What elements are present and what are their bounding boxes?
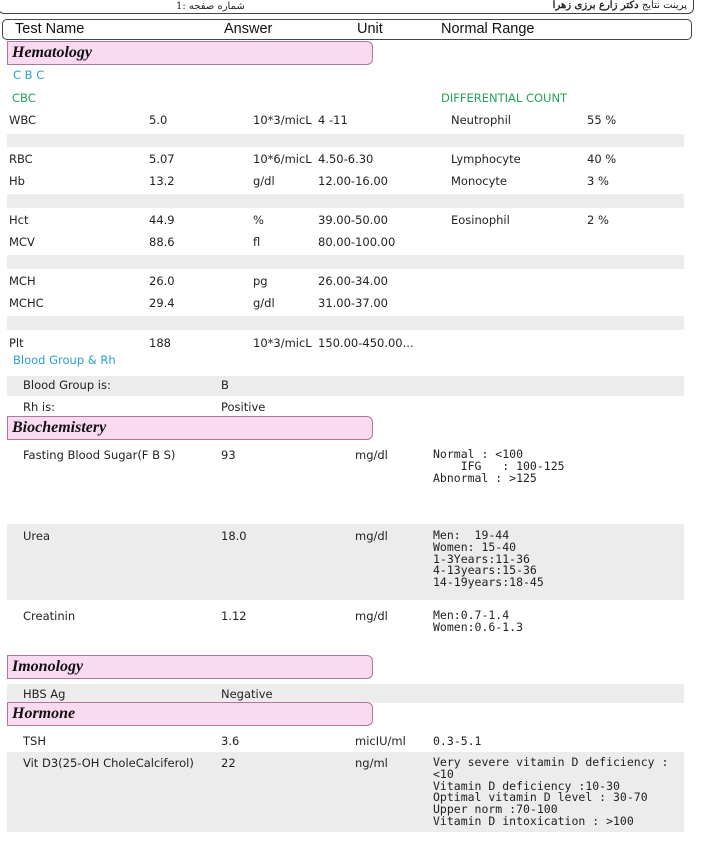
test-answer: 88.6 <box>149 235 175 249</box>
print-label: پرینت نتایج <box>641 0 687 11</box>
cbc-heading: C B C <box>13 68 45 82</box>
blood-group-heading: Blood Group & Rh <box>13 353 116 367</box>
page-number: شماره صفحه :1 <box>176 1 245 12</box>
test-name: Urea <box>23 529 51 543</box>
diff-value: 55 % <box>587 113 617 127</box>
test-answer: 1.12 <box>221 609 247 623</box>
test-answer: 3.6 <box>221 734 240 748</box>
differential-heading: DIFFERENTIAL COUNT <box>441 91 568 105</box>
diff-name: Lymphocyte <box>451 152 521 166</box>
test-range: 12.00-16.00 <box>318 174 388 188</box>
test-unit: mg/dl <box>355 529 388 543</box>
diff-value: 2 % <box>587 213 609 227</box>
diff-value: 40 % <box>587 152 617 166</box>
test-name: TSH <box>23 734 46 748</box>
row-stripe <box>7 194 684 208</box>
test-name: Vit D3(25-OH CholeCalciferol) <box>23 756 194 770</box>
test-answer: Positive <box>221 400 266 414</box>
test-range: 31.00-37.00 <box>318 296 388 310</box>
test-range: Normal : <100 IFG : 100-125 Abnormal : >125 <box>433 447 565 485</box>
test-answer: Negative <box>221 687 273 701</box>
test-range: 150.00-450.00... <box>318 336 414 350</box>
test-unit: 10*3/micL <box>253 113 312 127</box>
test-answer: 44.9 <box>149 213 175 227</box>
test-name: Hct <box>9 213 29 227</box>
column-header <box>2 19 692 40</box>
test-name: MCV <box>9 235 35 249</box>
test-unit: g/dl <box>253 296 275 310</box>
test-name: Blood Group is: <box>23 378 111 392</box>
test-name: RBC <box>9 152 33 166</box>
section-title: Hormone <box>12 705 76 722</box>
test-range: 4.50-6.30 <box>318 152 374 166</box>
test-name: Rh is: <box>23 400 55 414</box>
row-stripe <box>7 134 684 147</box>
test-range: Men:0.7-1.4 Women:0.6-1.3 <box>433 608 524 634</box>
test-range: Very severe vitamin D deficiency : <10 Vitamin D deficiency :10-30 Optimal vitamin D level : 30-70 Upper norm :70-100 Vitamin D intoxication : >100 <box>433 755 669 828</box>
test-answer: 5.0 <box>149 113 168 127</box>
section-immunology <box>7 655 373 679</box>
test-range: 26.00-34.00 <box>318 274 388 288</box>
section-biochemistry <box>7 416 373 440</box>
test-answer: 93 <box>221 448 236 462</box>
section-hormone <box>7 702 373 726</box>
header-answer: Answer <box>224 21 273 37</box>
test-name: Plt <box>9 336 24 350</box>
test-answer: 13.2 <box>149 174 175 188</box>
test-answer: 18.0 <box>221 529 247 543</box>
diff-value: 3 % <box>587 174 609 188</box>
header-normal-range: Normal Range <box>441 21 535 37</box>
section-hematology <box>7 41 373 65</box>
header-unit: Unit <box>357 21 383 37</box>
test-answer: 5.07 <box>149 152 175 166</box>
test-name: WBC <box>9 113 37 127</box>
test-name: MCHC <box>9 296 44 310</box>
diff-name: Monocyte <box>451 174 507 188</box>
test-name: Hb <box>9 174 25 188</box>
diff-name: Neutrophil <box>451 113 511 127</box>
row-stripe <box>7 684 684 703</box>
row-stripe <box>7 316 684 330</box>
test-unit: pg <box>253 274 268 288</box>
test-answer: 29.4 <box>149 296 175 310</box>
row-stripe <box>7 524 684 600</box>
header-test-name: Test Name <box>15 21 85 37</box>
test-answer: B <box>221 378 229 392</box>
test-unit: 10*6/micL <box>253 152 312 166</box>
lab-title <box>553 0 687 11</box>
test-name: Creatinin <box>23 609 76 623</box>
cbc-subheading: CBC <box>12 91 36 105</box>
section-title: Hematology <box>12 44 92 61</box>
test-range: 39.00-50.00 <box>318 213 388 227</box>
lab-name: دکتر زارع برزی زهرا <box>552 0 639 11</box>
test-range: 0.3-5.1 <box>433 734 482 748</box>
diff-name: Eosinophil <box>451 213 510 227</box>
test-range: 80.00-100.00 <box>318 235 396 249</box>
test-range: Men: 19-44 Women: 15-40 1-3Years:11-36 4-13years:15-36 14-19years:18-45 <box>433 528 544 590</box>
test-unit: g/dl <box>253 174 275 188</box>
test-unit: fl <box>253 235 261 249</box>
test-unit: mg/dl <box>355 448 388 462</box>
test-answer: 26.0 <box>149 274 175 288</box>
test-answer: 22 <box>221 756 236 770</box>
test-unit: 10*3/micL <box>253 336 312 350</box>
test-name: Fasting Blood Sugar(F B S) <box>23 448 176 462</box>
report-top-bar <box>0 0 694 14</box>
test-name: MCH <box>9 274 36 288</box>
test-unit: % <box>253 213 264 227</box>
test-answer: 188 <box>149 336 171 350</box>
test-unit: ng/ml <box>355 756 388 770</box>
row-stripe <box>7 255 684 269</box>
test-unit: mg/dl <box>355 609 388 623</box>
test-name: HBS Ag <box>23 687 66 701</box>
section-title: Biochemistery <box>12 419 107 436</box>
test-unit: micIU/ml <box>355 734 406 748</box>
test-range: 4 -11 <box>318 113 348 127</box>
section-title: Imonology <box>12 658 84 675</box>
